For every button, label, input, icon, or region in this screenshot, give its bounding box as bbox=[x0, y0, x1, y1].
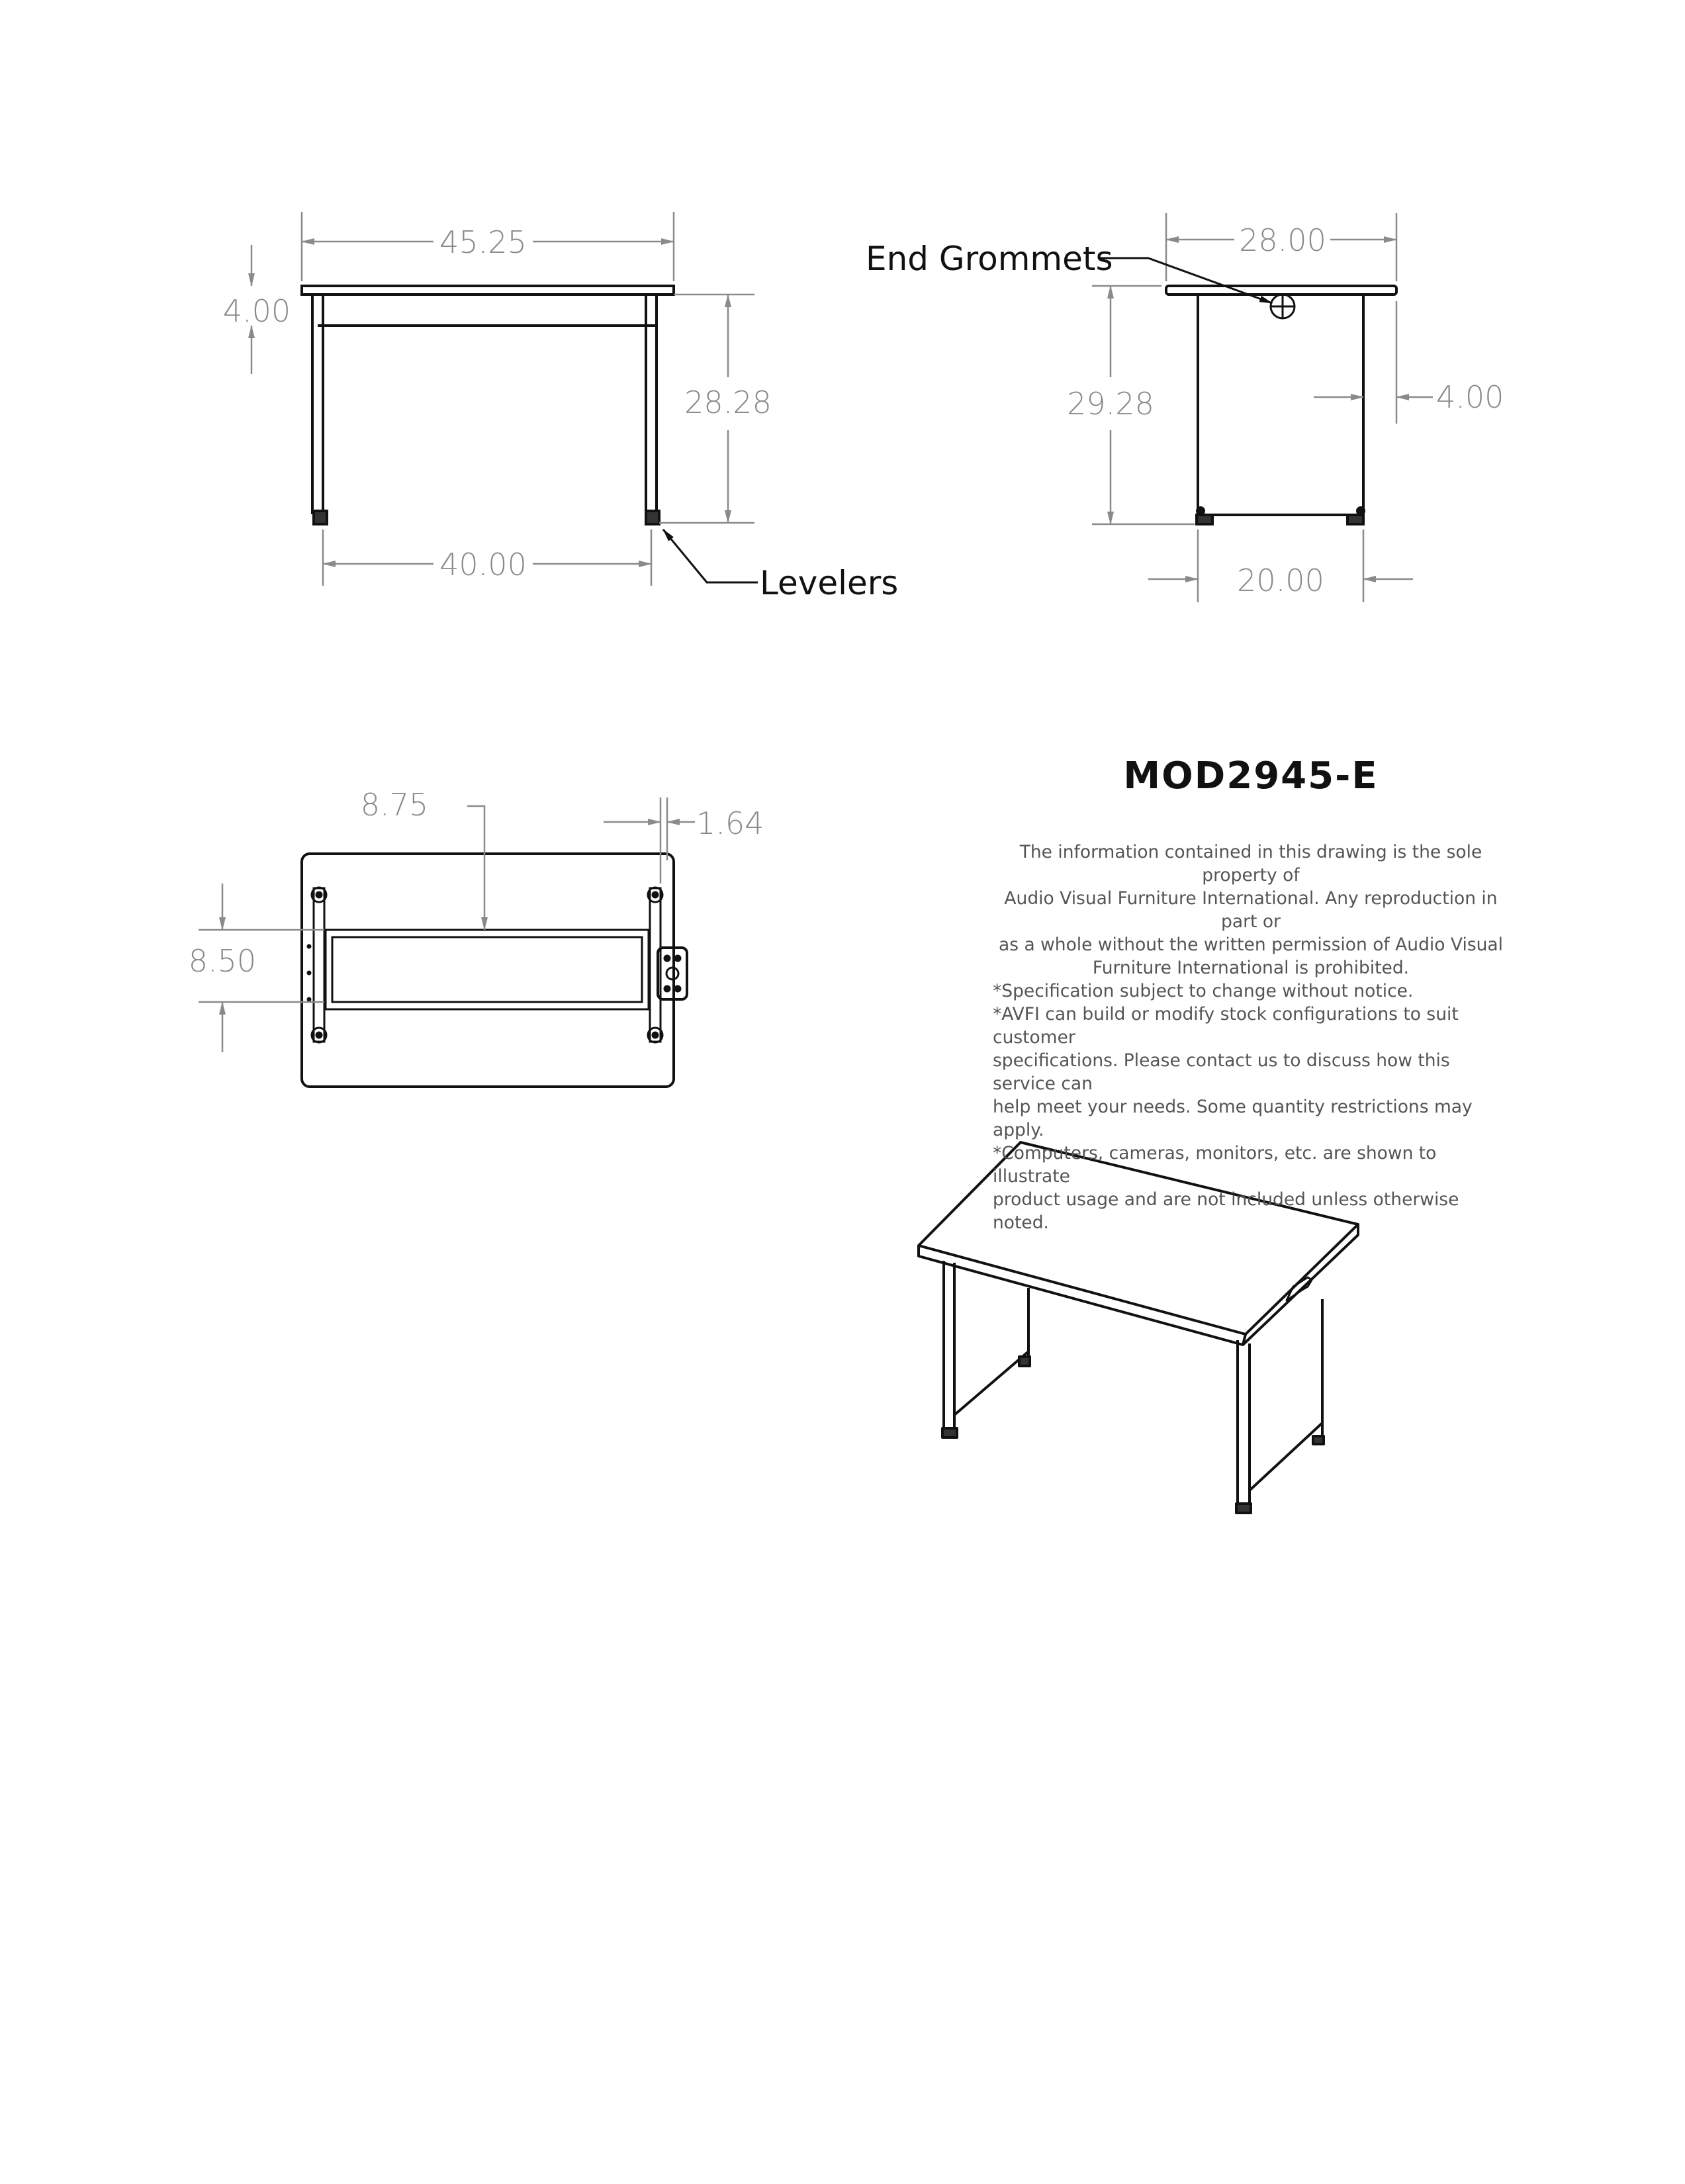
note-line: specifications. Please contact us to discuss how this service can bbox=[993, 1050, 1450, 1094]
front-right-leg bbox=[646, 295, 657, 513]
top-table-outline bbox=[302, 854, 674, 1087]
note-line: *AVFI can build or modify stock configurations to suit customer bbox=[993, 1004, 1459, 1048]
side-table-top bbox=[1166, 286, 1396, 295]
side-base-width-dim: 20.00 bbox=[1237, 563, 1324, 598]
front-overall-width-dim: 45.25 bbox=[439, 224, 527, 260]
top-offset-dim: 8.75 bbox=[360, 787, 429, 823]
note-line: product usage and are not included unless otherwise noted. bbox=[993, 1189, 1459, 1233]
front-leg-height-dim: 28.28 bbox=[684, 385, 772, 420]
front-beam-height-dim: 4.00 bbox=[222, 293, 291, 329]
note-line: *Computers, cameras, monitors, etc. are shown to illustrate bbox=[993, 1143, 1437, 1187]
levelers-label: Levelers bbox=[760, 564, 899, 602]
top-frame-inner bbox=[332, 937, 642, 1002]
top-view-dimensions bbox=[199, 797, 695, 1052]
top-right-offset-dim: 1.64 bbox=[696, 805, 764, 841]
top-beam-width-dim: 8.50 bbox=[188, 943, 257, 979]
note-line: help meet your needs. Some quantity restrictions may apply. bbox=[993, 1097, 1473, 1140]
grommet-label: End Grommets bbox=[866, 240, 1113, 278]
model-title: MOD2945-E bbox=[1123, 754, 1379, 797]
title-block-notes bbox=[993, 841, 1509, 1234]
disclaimer-line: Furniture International is prohibited. bbox=[1092, 958, 1410, 978]
top-view bbox=[302, 854, 687, 1087]
side-offset-dim: 4.00 bbox=[1436, 379, 1504, 415]
front-left-leveler bbox=[314, 511, 327, 524]
top-left-rail bbox=[314, 888, 324, 1042]
disclaimer-line: The information contained in this drawing is the sole property of bbox=[1019, 842, 1482, 886]
grommet-leader bbox=[1100, 258, 1272, 303]
side-height-dim: 29.28 bbox=[1067, 386, 1154, 422]
front-table-top bbox=[302, 286, 674, 295]
end-grommet bbox=[1271, 295, 1295, 318]
disclaimer-line: Audio Visual Furniture International. Any reproduction in part or bbox=[1004, 888, 1498, 932]
front-view-dimensions bbox=[251, 212, 754, 586]
disclaimer-line: as a whole without the written permission of Audio Visual bbox=[998, 934, 1504, 955]
front-left-leg bbox=[312, 295, 323, 513]
side-view bbox=[1166, 286, 1396, 524]
front-inner-width-dim: 40.00 bbox=[439, 547, 527, 582]
side-right-leveler bbox=[1347, 515, 1363, 524]
front-view bbox=[302, 286, 674, 524]
top-frame-outer bbox=[326, 930, 649, 1009]
front-right-leveler bbox=[646, 511, 659, 524]
note-line: *Specification subject to change without notice. bbox=[993, 981, 1414, 1001]
side-left-leveler bbox=[1197, 515, 1212, 524]
levelers-leader bbox=[663, 529, 758, 582]
side-depth-dim: 28.00 bbox=[1239, 222, 1326, 258]
